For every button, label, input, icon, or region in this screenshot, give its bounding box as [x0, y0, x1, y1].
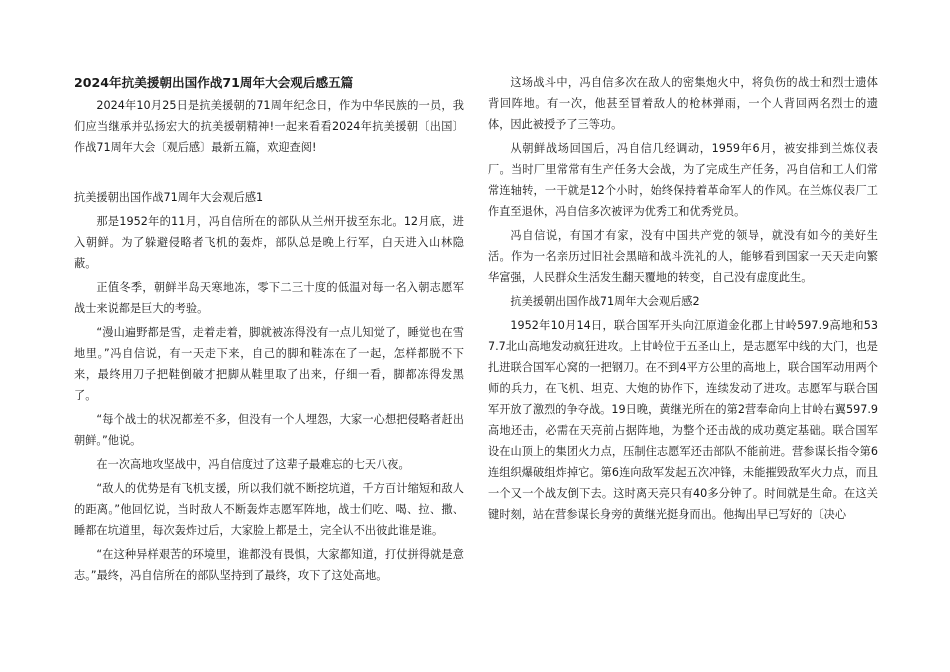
paragraph: 那是1952年的11月，冯自信所在的部队从兰州开拔至东北。12月底，进入朝鲜。为了躲避侵略者飞机的轰炸，部队总是晚上行军，白天进入山林隐蔽。: [74, 215, 464, 270]
section-spacer: [74, 161, 464, 187]
paragraph: “敌人的优势是有飞机支援，所以我们就不断挖坑道，千方百计缩短和敌人的距离。”他回忆说，当时敌人不断轰炸志愿军阵地，战士们吃、喝、拉、撒、睡都在坑道里，每次轰炸过后，大家脸上都是土，完全认不出彼此谁是谁。: [74, 482, 464, 537]
right-column: [488, 72, 878, 528]
intro-paragraph: 2024年10月25日是抗美援朝的71周年纪念日，作为中华民族的一员，我们应当继承并弘扬宏大的抗美援朝精神!一起来看看2024年抗美援朝〔出国〕作战71周年大会〔观后感〕最新五篇，欢迎查阅!: [74, 99, 464, 154]
document-title: 2024年抗美援朝出国作战71周年大会观后感五篇: [74, 75, 354, 90]
paragraph: 1952年10月14日，联合国军开头向江原道金化郡上甘岭597.9高地和537.7北山高地发动疯狂进攻。上甘岭位于五圣山上，是志愿军中线的大门，也是扎进联合国军心窝的一把钢刀。在不到4平方公里的高地上，联合国军动用两个师的兵力，在飞机、坦克、大炮的协作下，连续发动了进攻。志愿军与联合国军开放了激烈的争夺战。19日晚，黄继光所在的第2营奉命向上甘岭右翼597.9高地还击，必需在天亮前占据阵地，为整个还击战的成功奠定基础。联合国军设在山顶上的集团火力点，压制住志愿军还击部队不能前进。营参谋长指令第6连组织爆破组炸掉它。第6连向敌军发起五次冲锋，未能摧毁敌军火力点，而且一个又一个战友倒下去。这时离天亮只有40多分钟了。时间就是生命。在这关键时刻，站在营参谋长身旁的黄继光挺身而出。他掏出早已写好的〔决心: [488, 319, 878, 521]
paragraph: 正值冬季，朝鲜半岛天寒地冻，零下二三十度的低温对每一名入朝志愿军战士来说都是巨大的考验。: [74, 281, 464, 315]
section-heading-2: 抗美援朝出国作战71周年大会观后感2: [510, 295, 700, 308]
left-column: [74, 72, 464, 589]
paragraph: “在这种异样艰苦的环境里，谁都没有畏惧，大家都知道，打仗拼得就是意志。”最终，冯自信所在的部队坚持到了最终，攻下了这处高地。: [74, 548, 464, 582]
paragraph: 在一次高地攻坚战中，冯自信度过了这辈子最难忘的七天八夜。: [96, 458, 410, 471]
section-heading-1: 抗美援朝出国作战71周年大会观后感1: [74, 191, 264, 204]
paragraph: “漫山遍野都是雪，走着走着，脚就被冻得没有一点儿知觉了，睡觉也在雪地里。”冯自信说，有一天走下来，自己的脚和鞋冻在了一起，怎样都脱不下来，最终用刀子把鞋倒破才把脚从鞋里取了出来，仔细一看，脚都冻得发黑了。: [74, 326, 464, 402]
paragraph: 这场战斗中，冯自信多次在敌人的密集炮火中，将负伤的战士和烈士遗体背回阵地。有一次，他甚至冒着敌人的枪林弹雨，一个人背回两名烈士的遗体，因此被授予了三等功。: [488, 76, 878, 131]
paragraph: “每个战士的状况都差不多，但没有一个人埋怨，大家一心想把侵略者赶出朝鲜。”他说。: [74, 413, 464, 447]
paragraph: 冯自信说，有国才有家，没有中国共产党的领导，就没有如今的美好生活。作为一名亲历过旧社会黑暗和战斗洗礼的人，能够看到国家一天天走向繁华富强，人民群众生活发生翻天覆地的转变，自己没有虚度此生。: [488, 229, 878, 284]
paragraph: 从朝鲜战场回国后，冯自信几经调动，1959年6月，被安排到兰炼仪表厂。当时厂里常常有生产任务大会战，为了完成生产任务，冯自信和工人们常常连轴转，一干就是12个小时，始终保持着革命军人的作风。在兰炼仪表厂工作直至退休，冯自信多次被评为优秀工和优秀党员。: [488, 142, 878, 218]
